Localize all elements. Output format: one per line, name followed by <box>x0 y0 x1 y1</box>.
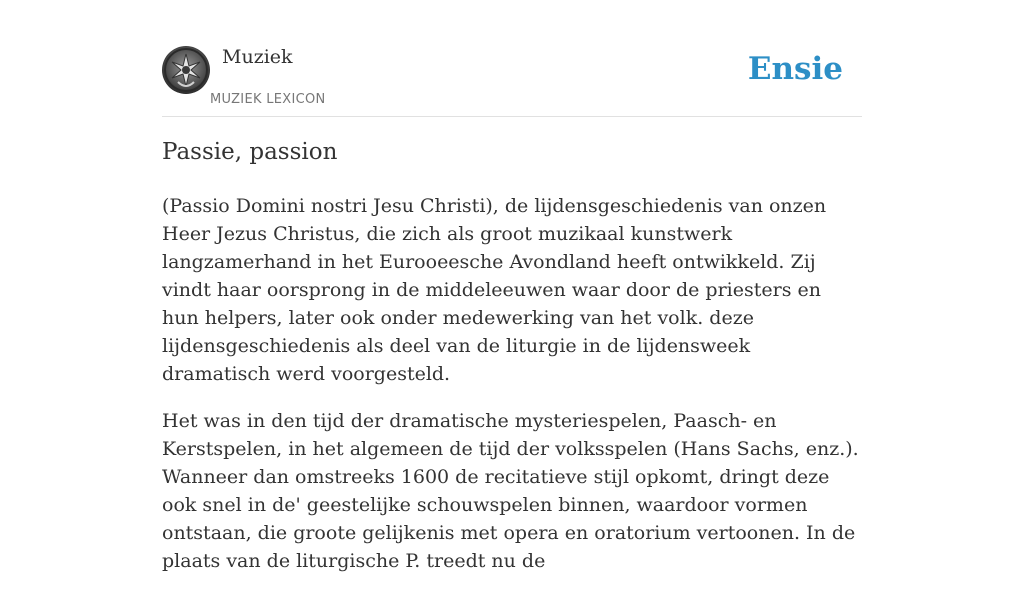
category-label[interactable]: Muziek <box>222 46 293 68</box>
header <box>162 46 862 117</box>
article-paragraph: (Passio Domini nostri Jesu Christi), de lijdensgeschiedenis van onzen Heer Jezus Christus, die zich als groot muzikaal kunstwerk langzamerhand in het Eurooeesche Avondland heeft ontwikkeld. Zij vindt haar oorsprong in de middeleeuwen waar door de priesters en hun helpers, later ook onder medewerking van het volk. deze lijdensgeschiedenis als deel van de liturgie in de lijdensweek dramatisch werd voorgesteld. <box>162 195 827 385</box>
brand-logo[interactable]: Ensie <box>747 51 843 87</box>
article-body <box>162 192 862 594</box>
music-emblem-icon[interactable] <box>162 46 210 94</box>
article-title: Passie, passion <box>162 139 338 165</box>
subcategory-label[interactable]: MUZIEK LEXICON <box>210 92 326 107</box>
article-paragraph: Het was in den tijd der dramatische mysteriespelen, Paasch- en Kerstspelen, in het algemeen de tijd der volksspelen (Hans Sachs, enz.). Wanneer dan omstreeks 1600 de recitatieve stijl opkomt, dringt deze ook snel in de' geestelijke schouwspelen binnen, waardoor vormen ontstaan, die groote gelijkenis met opera en oratorium vertoonen. In de plaats van de liturgische P. treedt nu de <box>162 410 859 572</box>
